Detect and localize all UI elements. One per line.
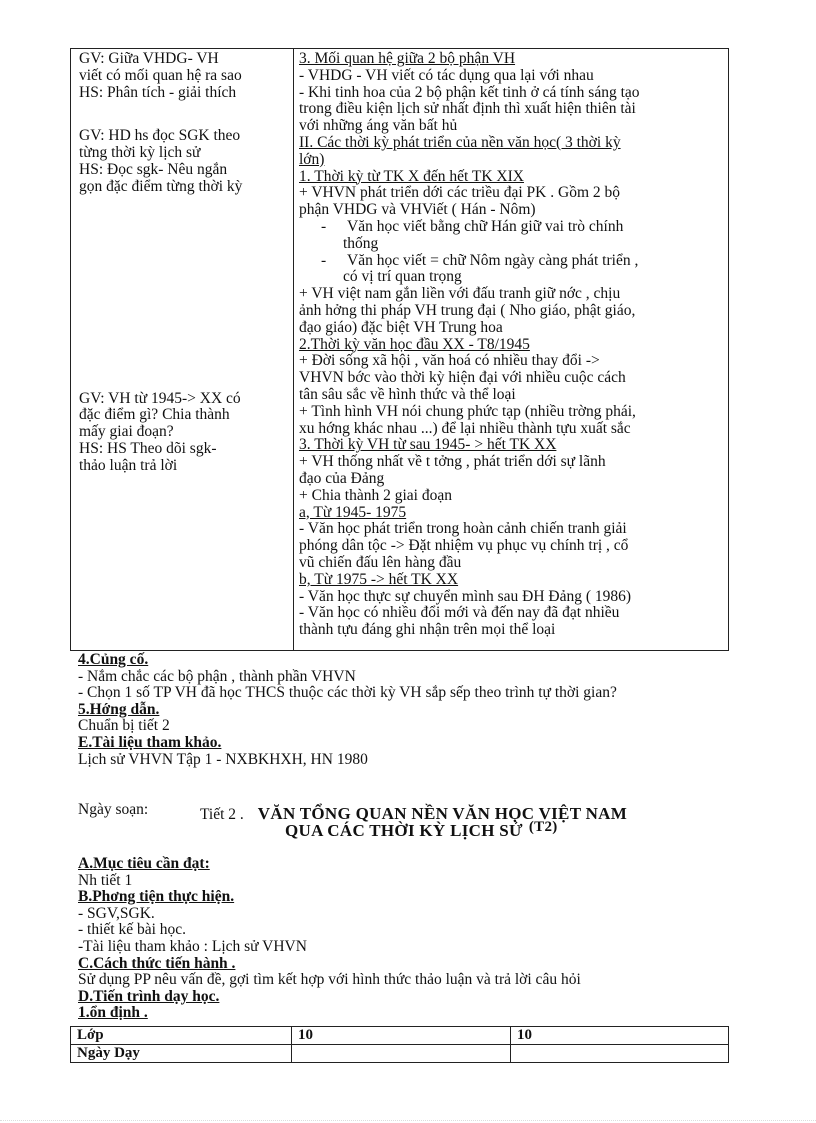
activity-block-3 xyxy=(79,391,287,475)
period-heading: 1. Thời kỳ từ TK X đến hết TK XIX xyxy=(299,167,524,185)
activity-line: viết có mối quan hệ ra sao xyxy=(79,66,242,84)
schedule-table xyxy=(70,1026,729,1063)
content-line: - Khi tinh hoa của 2 bộ phận kết tinh ở cá tính sáng tạo xyxy=(299,83,640,101)
bullet-text: thống xyxy=(343,234,379,252)
stage-heading: b, Từ 1975 -> hết TK XX xyxy=(299,570,459,588)
activity-line: GV: VH từ 1945-> XX có xyxy=(79,389,241,407)
content-line: - Văn học phát triển trong hoàn cảnh chiến tranh giải xyxy=(299,520,627,538)
activity-block-1 xyxy=(79,51,287,101)
content-line: đạo của Đảng xyxy=(299,469,385,487)
bullet-text: Văn học viết = chữ Nôm ngày càng phát triển , xyxy=(347,251,639,269)
section-heading: 3. Mối quan hệ giữa 2 bộ phận VH xyxy=(299,50,516,67)
table-cell: Lớp xyxy=(71,1027,292,1045)
guidance-heading: 5.Hớng dẫn. xyxy=(78,700,160,718)
page-edge xyxy=(0,1120,816,1121)
activity-line: từng thời kỳ lịch sử xyxy=(79,144,201,162)
content-line: phóng dân tộc -> Đặt nhiệm vụ phục vụ chính trị , cổ xyxy=(299,537,629,555)
bullet-text: có vị trí quan trọng xyxy=(343,268,462,286)
lesson-number: Tiết 2 . xyxy=(200,806,244,823)
method-heading: C.Cách thức tiến hành . xyxy=(78,954,236,972)
table-row xyxy=(71,1027,729,1045)
content-line: với những áng văn bất hủ xyxy=(299,117,458,135)
content-line: vũ chiến đấu lên hàng đầu xyxy=(299,553,462,571)
lesson-plan-sections xyxy=(78,856,778,1022)
content-line: phận VHDG và VHViết ( Hán - Nôm) xyxy=(299,201,536,219)
content-line: + VHVN phát triển dới các triều đại PK . Gồm 2 bộ xyxy=(299,184,620,202)
activity-block-2 xyxy=(79,128,287,195)
prep-date-label: Ngày soạn: xyxy=(78,801,149,819)
content-column: 3. Mối quan hệ giữa 2 bộ phận VH - VHDG - VH viết có tác dụng qua lại với nhau - Khi tinh hoa của 2 bộ phận kết tinh ở cá tính sáng tạo trong điều kiện lịch sử nhất định thì xuất hiện thiên tài với những áng văn bất hủ II. Các thời kỳ phát triển của nền văn học( 3 thời kỳ lớn) 1. Thời kỳ từ TK X đến hết TK XIX + VHVN phát triển dới các triều đại PK . Gồm 2 bộ phận VHDG và VHViết ( Hán - Nôm) - Văn học viết bằng chữ Hán giữ vai trò chính thống - Văn học viết = chữ Nôm ngày càng phát triển , có vị trí quan trọng + VH việt nam gắn liền với đấu tranh giữ nớc , chịu ảnh hởng thi pháp VH trung đại ( Nho giáo, phật giáo, đạo giáo) đặc biệt VH Trung hoa 2.Thời kỳ văn học đầu XX - T8/1945 + Đời sống xã hội , văn hoá có nhiều thay đổi -> VHVN bớc vào thời kỳ hiện đại với nhiều cuộc cách tân sâu sắc về hình thức và thể loại + Tình hình VH nói chung phức tạp (nhiều trờng phái, xu hớng khác nhau ...) để lại nhiều thành tựu xuất sắc 3. Thời kỳ VH từ sau 1945- > hết TK XX + VH thống nhất về t tởng , phát triển dới sự lãnh đạo của Đảng + Chia thành 2 giai đoạn a, Từ 1945- 1975 - Văn học phát triển trong hoàn cảnh chiến tranh giải phóng dân tộc -> Đặt nhiệm vụ phục vụ chính trị , cổ vũ chiến đấu lên hàng đầu b, Từ 1975 -> hết TK XX - Văn học thực sự chuyển mình sau ĐH Đảng ( 1986) - Văn học có nhiều đổi mới và đến nay đã đạt nhiều thành tựu đáng ghi nhận trên mọi thể loại xyxy=(299,51,727,639)
period-heading: 2.Thời kỳ văn học đầu XX - T8/1945 xyxy=(299,335,530,353)
content-line: thành tựu đáng ghi nhận trên mọi thể loại xyxy=(299,621,556,639)
resources-heading: B.Phơng tiện thực hiện. xyxy=(78,888,235,906)
title-suffix: (T2) xyxy=(528,819,558,835)
objectives-heading: A.Mục tiêu cần đạt: xyxy=(78,855,210,872)
content-line: - Chọn 1 số TP VH đã học THCS thuộc các thời kỳ VH sắp sếp theo trình tự thời gian? xyxy=(78,684,617,702)
consolidation-heading: 4.Củng cố. xyxy=(78,651,149,668)
activity-line: HS: HS Theo dõi sgk- xyxy=(79,439,217,457)
content-line: - thiết kế bài học. xyxy=(78,921,187,939)
content-line: Lịch sử VHVN Tập 1 - NXBKHXH, HN 1980 xyxy=(78,750,368,768)
procedure-heading: D.Tiến trình dạy học. xyxy=(78,987,220,1005)
content-line: ảnh hởng thi pháp VH trung đại ( Nho giáo, phật giáo, xyxy=(299,301,636,319)
title-line-1: VĂN TỔNG QUAN NỀN VĂN HỌC VIỆT NAM xyxy=(257,804,628,823)
section-heading: II. Các thời kỳ phát triển của nền văn học( 3 thời kỳ xyxy=(299,133,621,151)
activity-line: gọn đặc điểm từng thời kỳ xyxy=(79,177,243,195)
teacher-student-column xyxy=(79,51,287,475)
content-line: - Nắm chắc các bộ phận , thành phần VHVN xyxy=(78,667,356,685)
content-line: tân sâu sắc về hình thức và thể loại xyxy=(299,385,516,403)
title-line-2: QUA CÁC THỜI KỲ LỊCH SỬ xyxy=(285,821,523,840)
column-divider xyxy=(293,49,294,650)
activity-line: GV: HD hs đọc SGK theo xyxy=(79,127,241,145)
content-line: trong điều kiện lịch sử nhất định thì xuất hiện thiên tài xyxy=(299,100,636,118)
procedure-subheading: 1.ổn định . xyxy=(78,1004,148,1022)
content-line: xu hớng khác nhau ...) để lại nhiều thành tựu xuất sắc xyxy=(299,419,631,437)
table-cell: 10 xyxy=(511,1027,729,1045)
lesson-wrapup xyxy=(78,652,778,819)
bullet-text: Văn học viết bằng chữ Hán giữ vai trò chính xyxy=(347,217,624,235)
content-line: - Văn học thực sự chuyển mình sau ĐH Đảng ( 1986) xyxy=(299,587,632,605)
content-line: Chuẩn bị tiết 2 xyxy=(78,717,170,735)
activity-line: GV: Giữa VHDG- VH xyxy=(79,50,219,67)
content-line: + VH thống nhất về t tởng , phát triển dới sự lãnh xyxy=(299,453,606,471)
content-line: Sử dụng PP nêu vấn đề, gợi tìm kết hợp với hình thức thảo luận và trả lời câu hỏi xyxy=(78,971,581,989)
activity-line: mấy giai đoạn? xyxy=(79,423,174,441)
lesson-table xyxy=(70,48,729,651)
table-cell xyxy=(511,1045,729,1063)
content-line: + Chia thành 2 giai đoạn xyxy=(299,486,452,504)
lesson-title xyxy=(78,804,758,841)
content-line: + Đời sống xã hội , văn hoá có nhiều thay đổi -> xyxy=(299,352,600,370)
activity-line: thảo luận trả lời xyxy=(79,456,178,474)
stage-heading: a, Từ 1945- 1975 xyxy=(299,503,407,521)
content-line: - VHDG - VH viết có tác dụng qua lại với nhau xyxy=(299,66,594,84)
content-line: + VH việt nam gắn liền với đấu tranh giữ nớc , chịu xyxy=(299,285,621,303)
table-cell: Ngày Dạy xyxy=(71,1045,292,1063)
content-line: - SGV,SGK. xyxy=(78,904,155,922)
content-line: Nh tiết 1 xyxy=(78,871,133,889)
content-line: VHVN bớc vào thời kỳ hiện đại với nhiều cuộc cách xyxy=(299,369,626,387)
table-cell: 10 xyxy=(292,1027,511,1045)
content-line: đạo giáo) đặc biệt VH Trung hoa xyxy=(299,318,503,336)
content-line: + Tình hình VH nói chung phức tạp (nhiều trờng phái, xyxy=(299,402,636,420)
activity-line: HS: Phân tích - giải thích xyxy=(79,83,237,101)
activity-line: đặc điểm gì? Chia thành xyxy=(79,406,230,424)
section-heading: lớn) xyxy=(299,150,325,168)
references-heading: E.Tài liệu tham khảo. xyxy=(78,733,222,751)
period-heading: 3. Thời kỳ VH từ sau 1945- > hết TK XX xyxy=(299,436,557,454)
table-cell xyxy=(292,1045,511,1063)
content-line: -Tài liệu tham khảo : Lịch sử VHVN xyxy=(78,937,307,955)
content-line: - Văn học có nhiều đổi mới và đến nay đã đạt nhiều xyxy=(299,604,620,622)
table-row xyxy=(71,1045,729,1063)
activity-line: HS: Đọc sgk- Nêu ngắn xyxy=(79,160,228,178)
